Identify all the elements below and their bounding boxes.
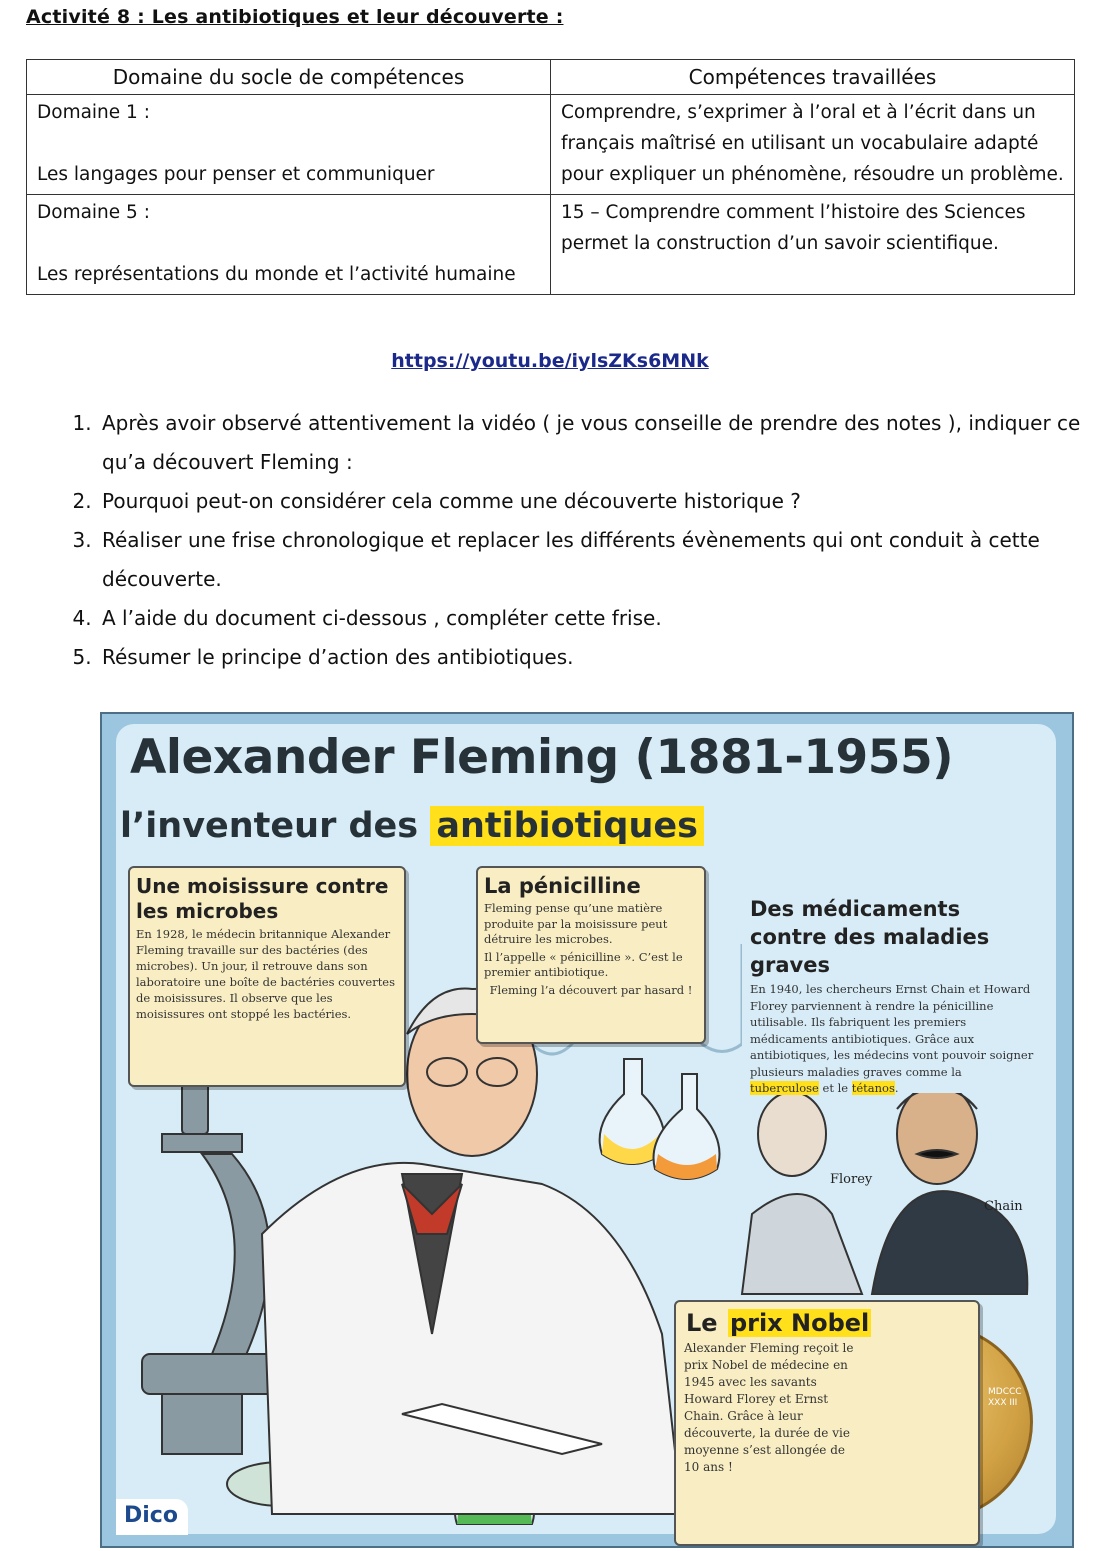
- domain-title: Domaine 1 :: [37, 102, 150, 123]
- box-text: En 1928, le médecin britannique Alexander Fleming travaille sur des bactéries (des microbes). Un jour, il retrouve dans son laboratoire une boîte de bactéries couvertes de moisissures. Il observe que les moisissures ont stoppé les bactéries.: [136, 927, 396, 1021]
- table-header: Compétences travaillées: [551, 60, 1075, 95]
- page-title: Activité 8 : Les antibiotiques et leur découverte :: [26, 6, 564, 28]
- domain-title: Domaine 5 :: [37, 202, 150, 223]
- highlight-tuberculose: tuberculose: [750, 1081, 819, 1095]
- box-heading: Une moisissure contre les microbes: [136, 874, 389, 923]
- domain-cell: [27, 195, 551, 295]
- box-heading: Des médicaments contre des maladies graves: [750, 897, 990, 977]
- medal-date: MDCCC XXX III: [988, 1387, 1022, 1408]
- nobel-heading-highlight: prix Nobel: [729, 1309, 870, 1337]
- question-item: 4. A l’aide du document ci-dessous , compléter cette frise.: [98, 599, 1114, 638]
- box-text-mid: et le: [822, 1081, 849, 1095]
- box-heading: La pénicilline: [484, 874, 641, 898]
- penicilline-box: [476, 866, 706, 1044]
- domain-cell: [27, 95, 551, 195]
- subtitle-prefix: l’inventeur des: [120, 806, 419, 846]
- scientists-portrait-icon: [742, 1084, 1027, 1294]
- medicaments-box: [742, 889, 1042, 1093]
- question-item: 5. Résumer le principe d’action des antibiotiques.: [98, 638, 1114, 677]
- box-text-main: En 1940, les chercheurs Ernst Chain et Howard Florey parviennent à rendre la pénicilline utilisable. Ils fabriquent les premiers médicaments antibiotiques. Grâce aux antibiotiques, les médecins vont pouvoir soigner plusieurs maladies graves comme la: [750, 982, 1034, 1079]
- table-header: Domaine du socle de compétences: [27, 60, 551, 95]
- moisissure-box: [128, 866, 406, 1087]
- box-text: Fleming l’a découvert par hasard !: [489, 982, 693, 997]
- table-header-row: [27, 60, 1075, 95]
- box-text: Fleming pense qu’une matière produite par la moisissure peut détruire les microbes.: [484, 901, 668, 946]
- nobel-heading: [684, 1308, 970, 1338]
- question-item: 3. Réaliser une frise chronologique et replacer les différents évènements qui ont conduit à cette découverte.: [98, 521, 1114, 599]
- label-florey: Florey: [830, 1172, 873, 1187]
- competence-cell: 15 – Comprendre comment l’histoire des Sciences permet la construction d’un savoir scientifique.: [551, 195, 1075, 295]
- competence-cell: Comprendre, s’exprimer à l’oral et à l’écrit dans un français maîtrisé en utilisant un vocabulaire adapté pour expliquer un phénomène, résoudre un problème.: [551, 95, 1075, 195]
- questions-list: [60, 404, 1114, 677]
- domain-desc: Les langages pour penser et communiquer: [37, 164, 435, 185]
- competences-table: [26, 59, 1075, 295]
- video-link[interactable]: https://youtu.be/iylsZKs6MNk: [391, 350, 709, 372]
- nobel-text: Alexander Fleming reçoit le prix Nobel de médecine en 1945 avec les savants Howard Florey et Ernst Chain. Grâce à leur découverte, la durée de vie moyenne s’est allongée de 10 ans !: [684, 1341, 854, 1474]
- fleming-poster: [100, 712, 1074, 1548]
- question-item: 2. Pourquoi peut-on considérer cela comme une découverte historique ?: [98, 482, 1114, 521]
- box-text-end: .: [894, 1081, 899, 1095]
- table-row: [27, 195, 1075, 295]
- box-text: [750, 981, 1034, 1097]
- nobel-heading-prefix: Le: [686, 1309, 718, 1337]
- highlight-tetanos: tétanos: [851, 1081, 895, 1095]
- domain-desc: Les représentations du monde et l’activité humaine: [37, 264, 516, 285]
- poster-subtitle: [120, 806, 704, 846]
- subtitle-highlight: antibiotiques: [430, 806, 704, 846]
- poster-title: Alexander Fleming (1881-1955): [130, 730, 954, 785]
- nobel-box: [674, 1300, 980, 1546]
- box-text: Il l’appelle « pénicilline ». C’est le premier antibiotique.: [484, 949, 683, 979]
- table-row: [27, 95, 1075, 195]
- label-chain: Chain: [984, 1199, 1023, 1214]
- question-item: 1. Après avoir observé attentivement la vidéo ( je vous conseille de prendre des notes ), indiquer ce qu’a découvert Fleming :: [98, 404, 1114, 482]
- dico-logo: Dico: [116, 1499, 188, 1535]
